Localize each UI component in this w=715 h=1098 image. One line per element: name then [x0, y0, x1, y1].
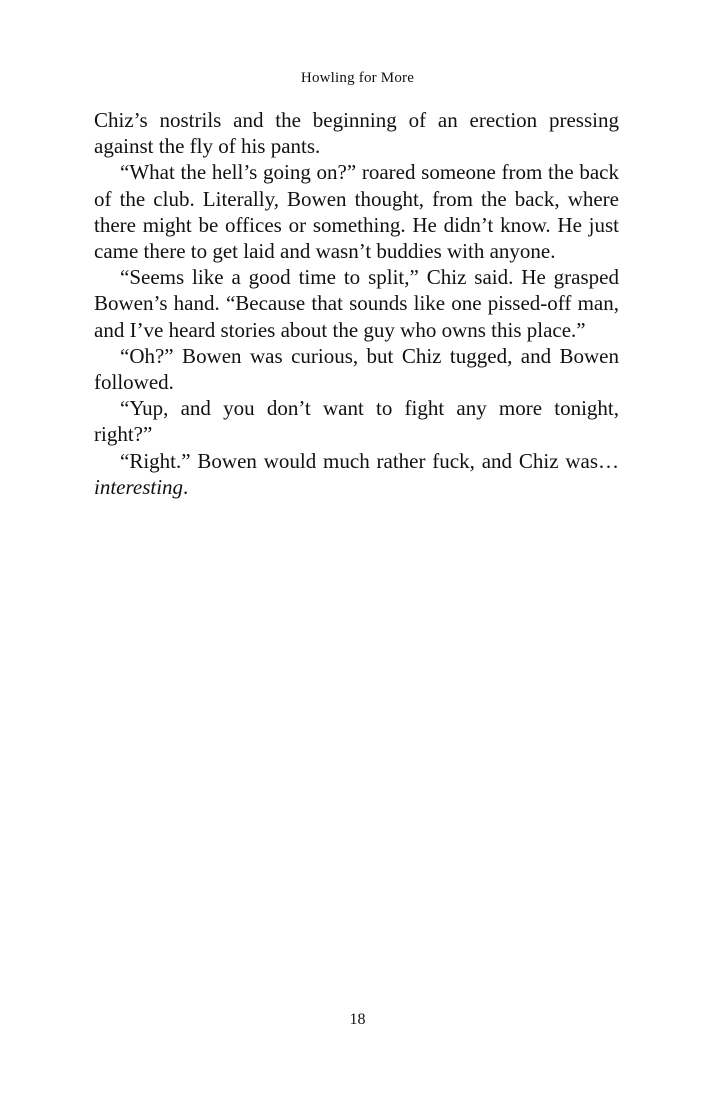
paragraph: “Oh?” Bowen was curious, but Chiz tugged, and Bowen followed.: [94, 343, 619, 395]
running-header: Howling for More: [300, 70, 415, 86]
body-text: [94, 107, 619, 500]
paragraph-text: “Right.” Bowen would much rather fuck, and Chiz was…: [120, 448, 619, 473]
paragraph: “What the hell’s going on?” roared someone from the back of the club. Literally, Bowen thought, from the back, where there might be offices or something. He didn’t know. He just came there to get laid and wasn’t buddies with anyone.: [94, 160, 619, 264]
paragraph-text: .: [183, 474, 189, 499]
paragraph: “Seems like a good time to split,” Chiz said. He grasped Bowen’s hand. “Because that sounds like one pissed-off man, and I’ve heard stories about the guy who owns this place.”: [94, 265, 619, 342]
paragraph: “Yup, and you don’t want to fight any more tonight, right?”: [94, 396, 619, 447]
paragraph: [94, 448, 619, 500]
paragraph: Chiz’s nostrils and the beginning of an erection pressing against the fly of his pants.: [94, 108, 619, 159]
page-number: 18: [349, 1011, 366, 1028]
italic-emphasis: interesting: [94, 474, 184, 499]
